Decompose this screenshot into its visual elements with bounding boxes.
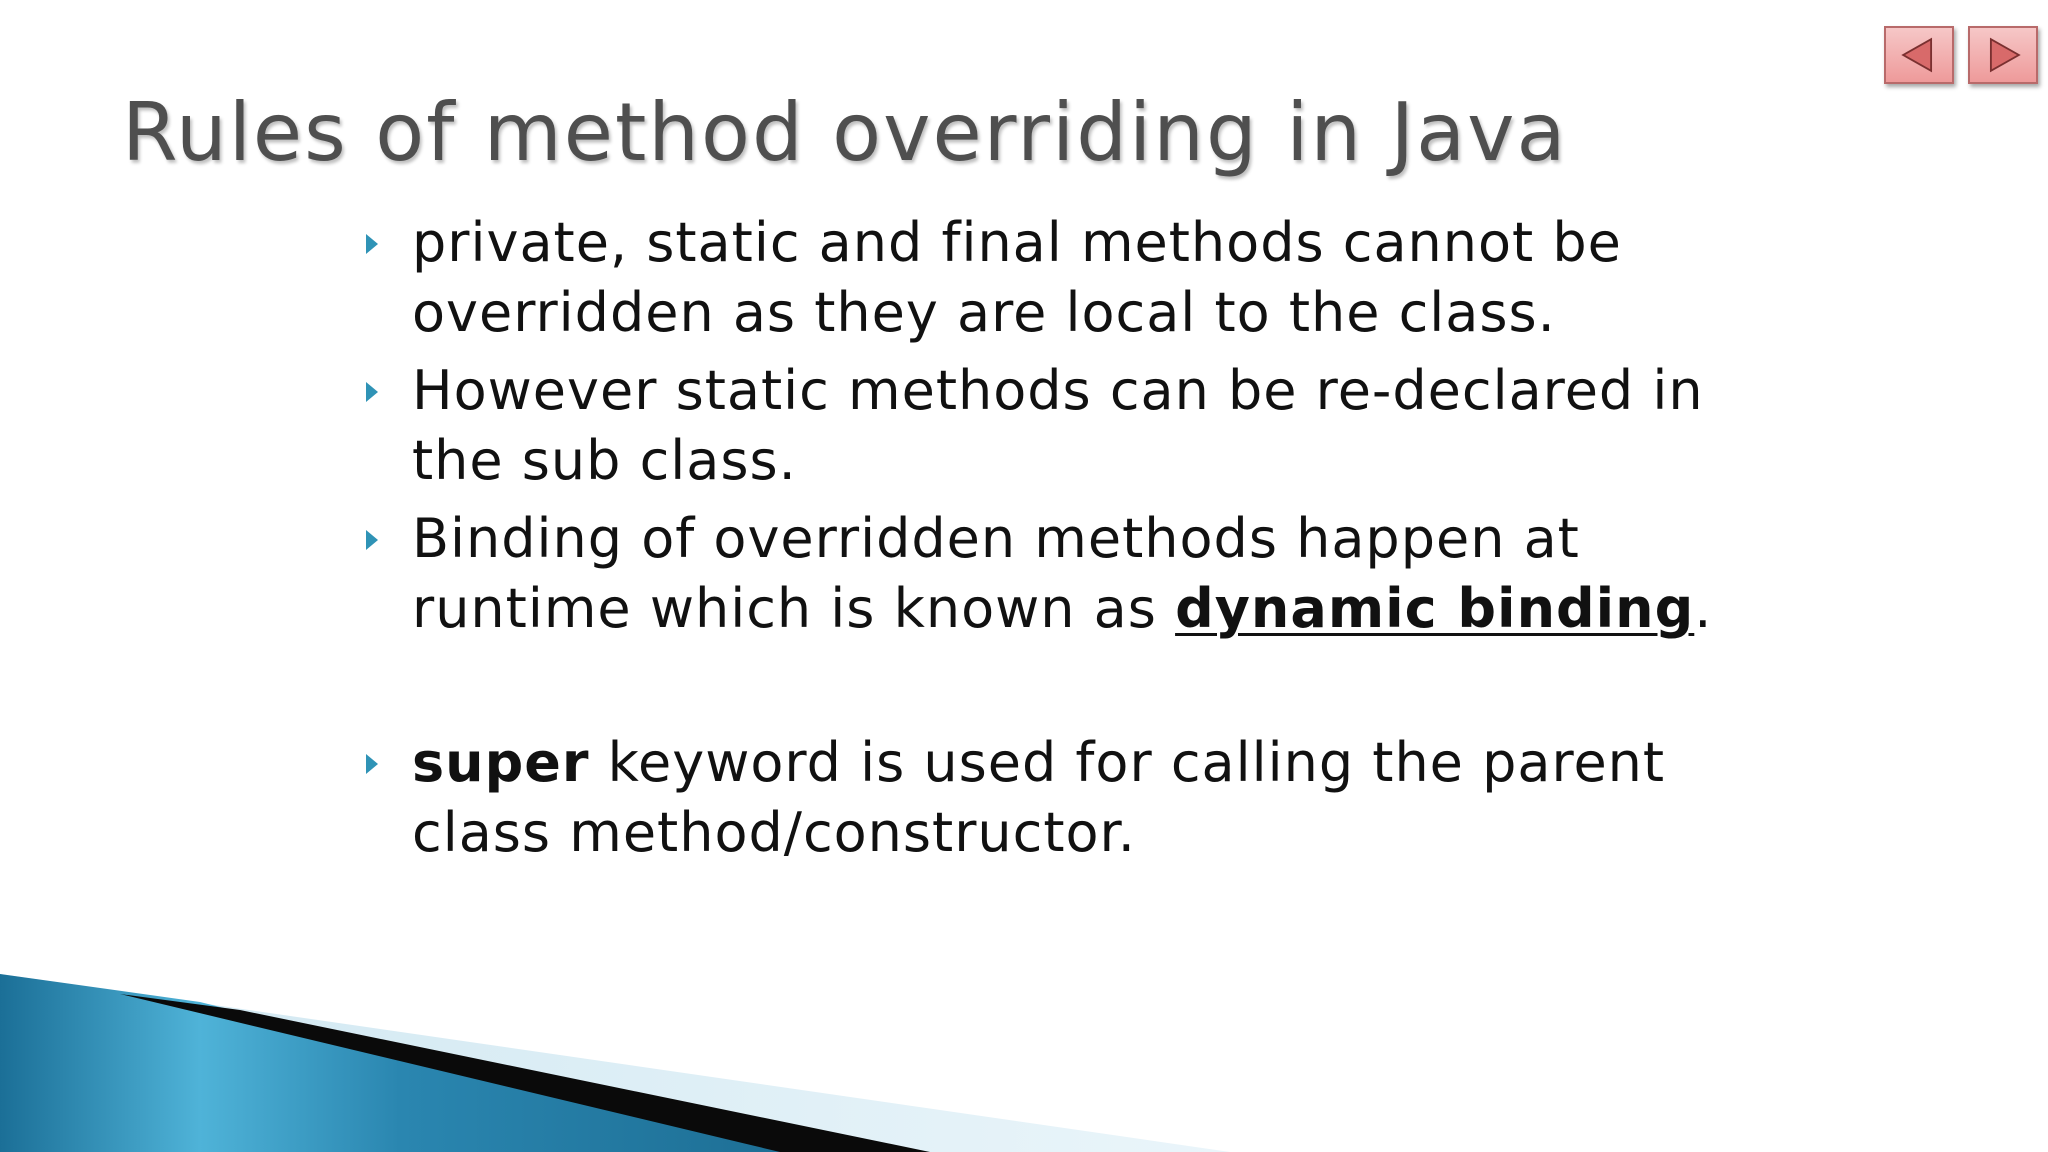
bullet-text: keyword is used for calling the parent class method/constructor. <box>412 731 1666 864</box>
bullet-arrow-icon <box>366 530 378 550</box>
bullet-arrow-icon <box>366 754 378 774</box>
bullet-list <box>366 208 1806 868</box>
bullet-text: private, static and final methods cannot be overridden as they are local to the class. <box>412 211 1622 344</box>
bullet-text: Binding of overridden methods happen at runtime which is known as <box>412 507 1580 640</box>
next-slide-button[interactable] <box>1968 26 2038 84</box>
bottom-decorative-swoosh <box>0 952 2048 1152</box>
bullet-arrow-icon <box>366 382 378 402</box>
bullet-item <box>366 208 1806 348</box>
bullet-text-suffix: . <box>1694 577 1713 640</box>
bullet-item <box>366 504 1806 644</box>
bullet-item <box>366 356 1806 496</box>
keyword-term: super <box>412 731 590 794</box>
previous-slide-button[interactable] <box>1884 26 1954 84</box>
bullet-text: However static methods can be re-declared in the sub class. <box>412 359 1704 492</box>
emphasis-term: dynamic binding <box>1175 577 1695 640</box>
triangle-left-icon <box>1886 28 1952 82</box>
bullet-arrow-icon <box>366 234 378 254</box>
triangle-right-icon <box>1970 28 2036 82</box>
bullet-item <box>366 728 1806 868</box>
slide-title: Rules of method overriding in Java <box>122 86 1568 179</box>
